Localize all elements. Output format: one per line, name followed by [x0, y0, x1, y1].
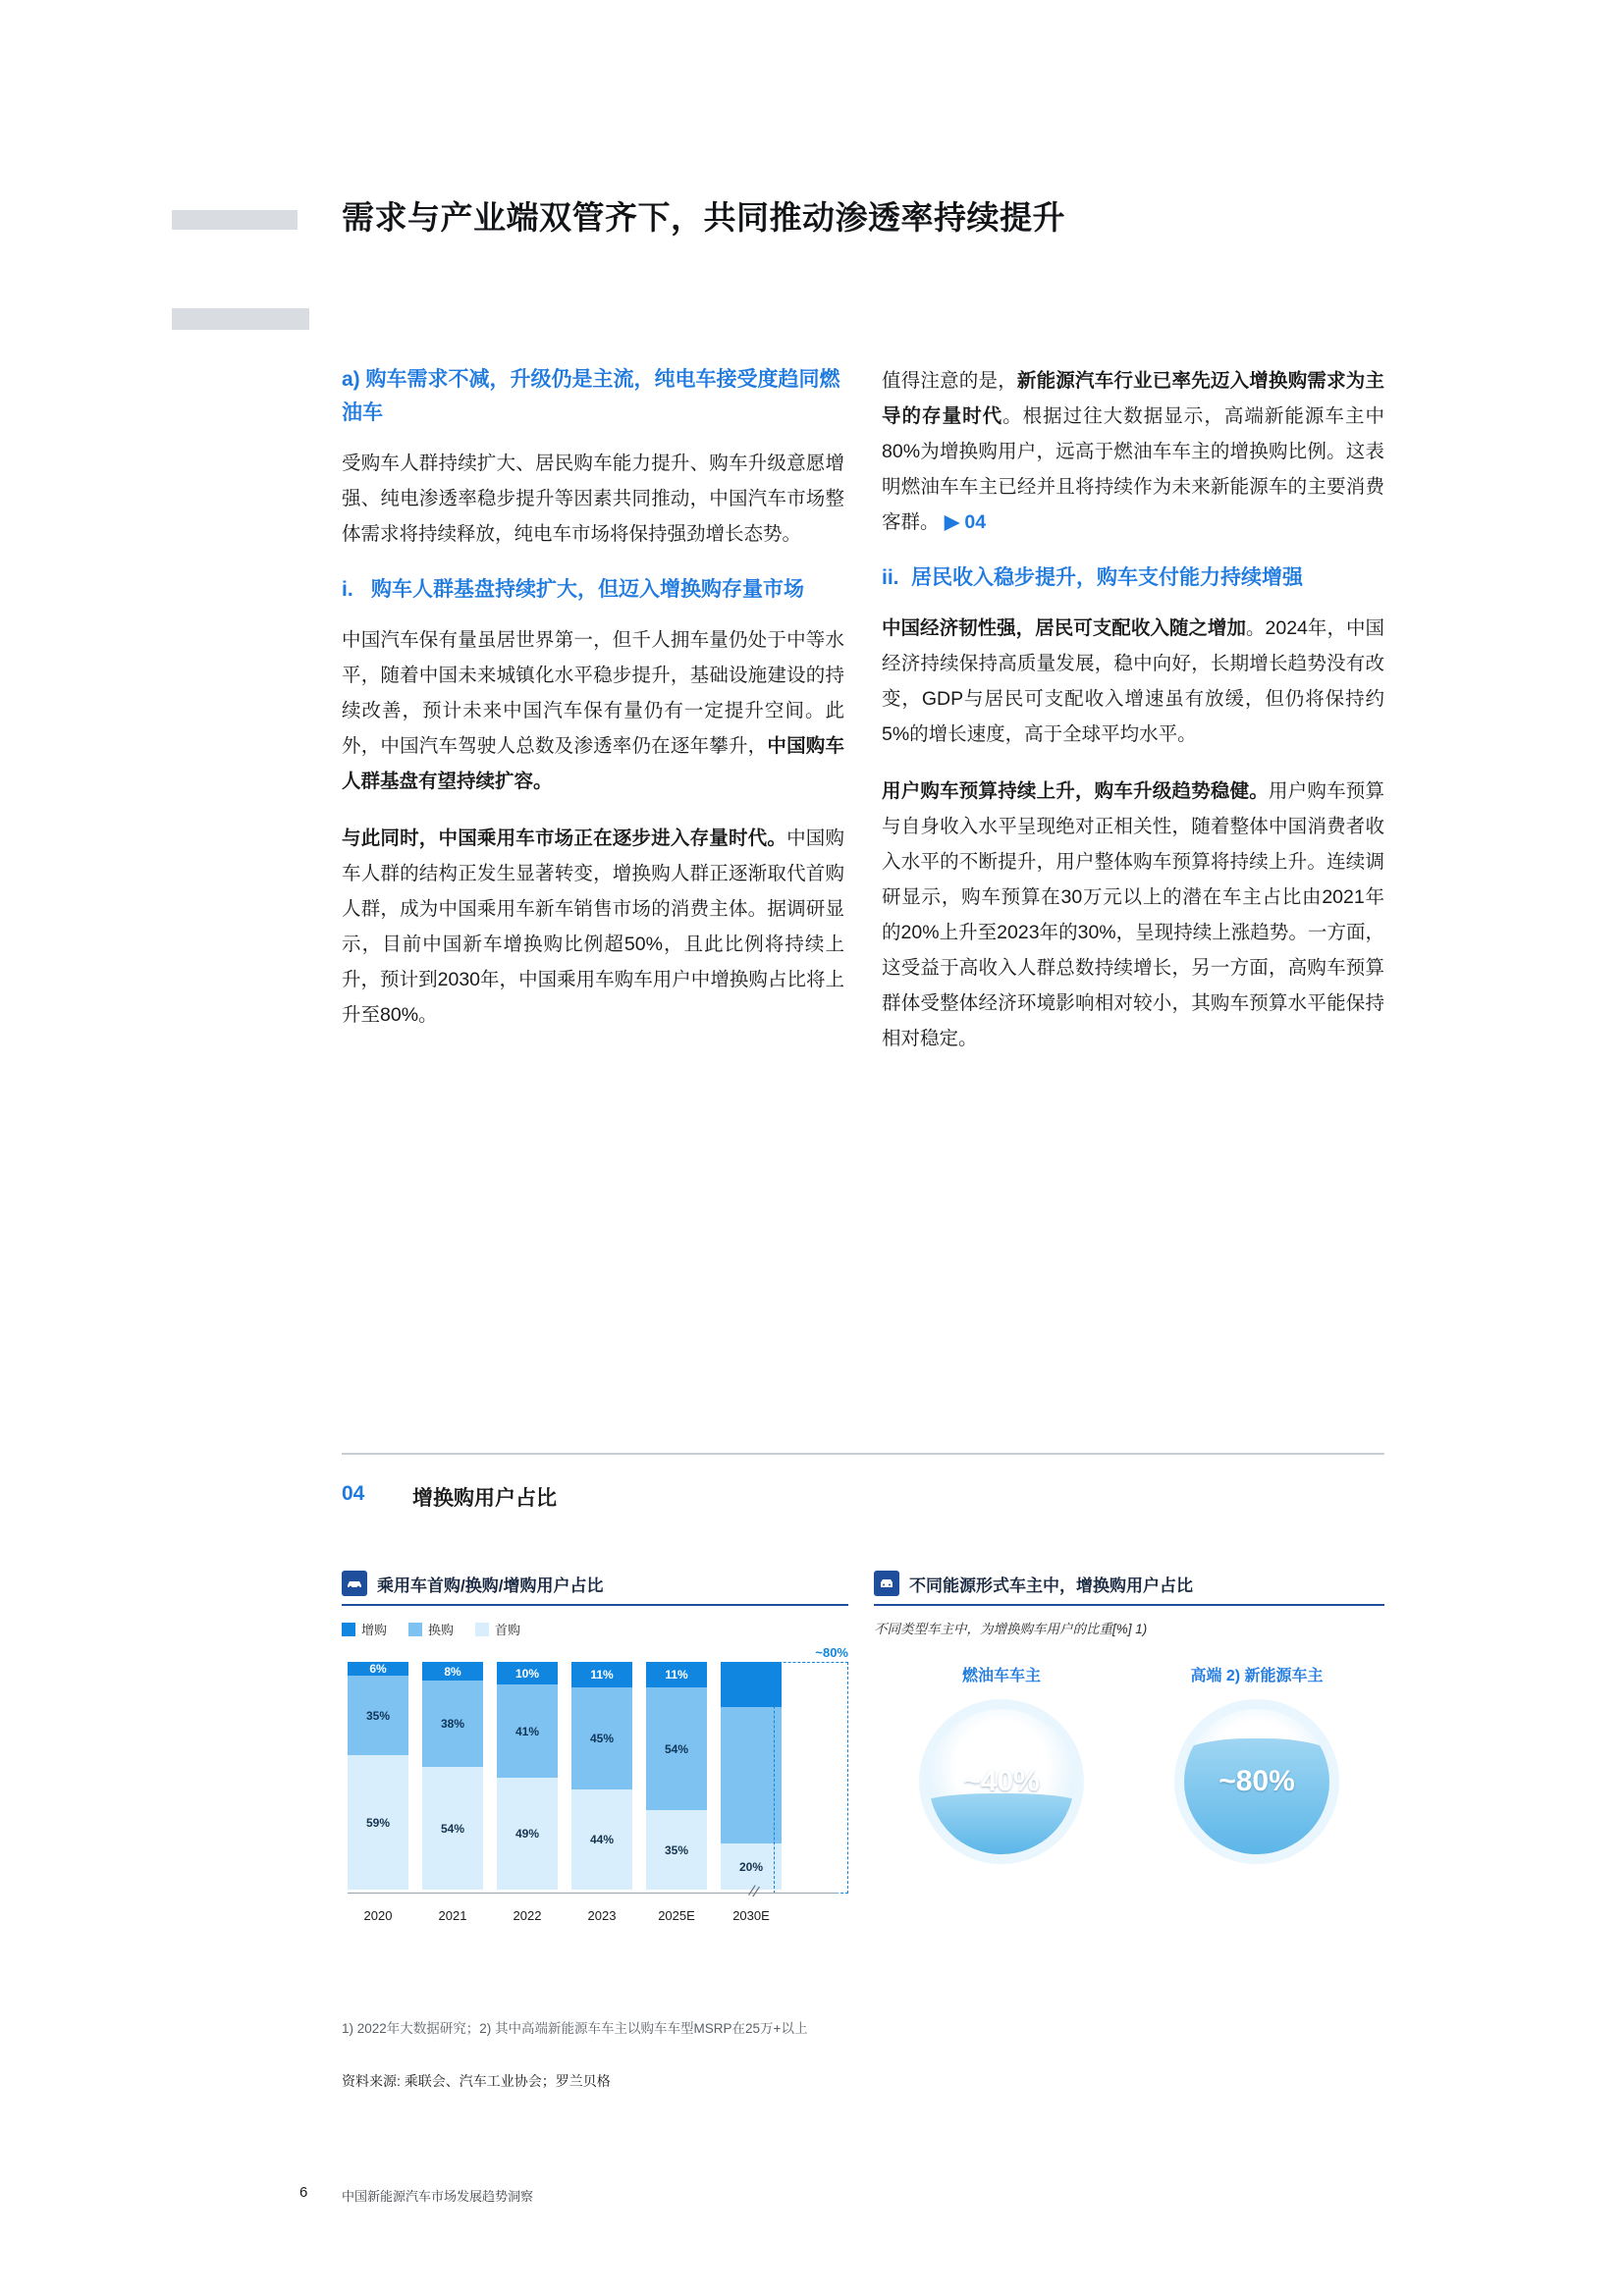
bar-2022-seg-shou: 49% [497, 1778, 558, 1890]
bar-2020-seg-shou: 59% [348, 1755, 408, 1890]
heading-ii-text: 居民收入稳步提升，购车支付能力持续增强 [911, 566, 1303, 589]
donut-chart-nev [1174, 1699, 1339, 1864]
exhibit-number: 04 [342, 1482, 365, 1505]
panel-left-title: 乘用车首购/换购/增购用户占比 [377, 1575, 604, 1595]
left-column [342, 363, 844, 1054]
chart-bars [348, 1662, 839, 1890]
paragraph-i2-text: 中国购车人群的结构正发生显著转变，增换购人群正逐渐取代首购人群，成为中国乘用车新车销售市场的消费主体。据调研显示，目前中国新车增换购比例超50%，且此比例将持续上升，预计到2030年，中国乘用车购车用户中增换购占比将上升至80%。 [342, 828, 844, 1026]
bar-2023-seg-zeng: 11% [571, 1662, 632, 1687]
exhibit-footnote: 1) 2022年大数据研究；2) 其中高端新能源车车主以购车车型MSRP在25万+以上 [342, 2021, 808, 2036]
bar-2021-seg-shou: 54% [422, 1767, 483, 1890]
bar-2020 [348, 1662, 408, 1890]
stacked-bar-chart [342, 1645, 848, 1923]
bar-2022-seg-zeng: 10% [497, 1662, 558, 1684]
panel-left-header [342, 1571, 848, 1606]
heading-i-marker: i. [342, 578, 353, 601]
donut-value-nev: ~80% [1218, 1765, 1295, 1797]
legend-label-0: 增购 [361, 1623, 388, 1637]
paragraph-i1 [342, 622, 844, 799]
bar-2030E-seg-shou: 20% [721, 1843, 782, 1890]
bar-2025E-seg-huan: 54% [646, 1687, 707, 1810]
paragraph-r3-text: 用户购车预算与自身收入水平呈现绝对正相关性，随着整体中国消费者收入水平的不断提升，用户整体购车预算将持续上升。连续调研显示，购车预算在30万元以上的潜在车主占比由2021年的20%上升至2023年的30%，呈现持续上涨趋势。一方面，这受益于高收入人群总数持续增长，另一方面，高购车预算群体受整体经济环境影响相对较小，其购车预算水平能保持相对稳定。 [882, 780, 1384, 1049]
paragraph-r2-text: 。2024年，中国经济持续保持高质量发展，稳中向好，长期增长趋势没有改变，GDP与居民可支配收入增速虽有放缓，但仍将保持约5%的增长速度，高于全球平均水平。 [882, 617, 1384, 745]
bar-2020-seg-zeng: 6% [348, 1662, 408, 1676]
exhibit-divider [342, 1453, 1384, 1455]
heading-ii [882, 561, 1384, 595]
heading-i-text: 购车人群基盘持续扩大，但迈入增换购存量市场 [371, 578, 804, 601]
bar-2022-seg-huan: 41% [497, 1684, 558, 1778]
paragraph-r1 [882, 363, 1384, 540]
legend-label-2: 首购 [495, 1623, 521, 1637]
decoration-bar-second [172, 308, 309, 330]
paragraph-r1-lead: 值得注意的是， [882, 370, 1017, 392]
exhibit-title: 增换购用户占比 [412, 1487, 557, 1510]
paragraph-r1-bold: 新能源汽车行业已率先迈入增换购需求为主导的 [882, 370, 1384, 427]
bar-2030E [721, 1662, 782, 1890]
donut-fill-fuel [919, 1793, 1084, 1854]
paragraph-r3 [882, 774, 1384, 1056]
bar-2025E-seg-shou: 35% [646, 1810, 707, 1890]
exhibit-panel-right [874, 1571, 1384, 1983]
paragraph-a1: 受购车人群持续扩大、居民购车能力提升、购车升级意愿增强、纯电渗透率稳步提升等因素共同推动，中国汽车市场整体需求将持续释放，纯电车市场将保持强劲增长态势。 [342, 453, 844, 545]
heading-i [342, 573, 844, 607]
bar-2023-seg-shou: 44% [571, 1789, 632, 1890]
heading-ii-marker: ii. [882, 566, 899, 589]
donut-label-fuel: 燃油车车主 [961, 1668, 1041, 1684]
x-label-2: 2022 [513, 1908, 542, 1923]
chart-legend [342, 1620, 848, 1638]
legend-item-2 [475, 1620, 520, 1638]
exhibit-panel-left [342, 1571, 848, 1983]
bar-2022 [497, 1662, 558, 1890]
bar-2021 [422, 1662, 483, 1890]
paragraph-i1-bold: 中国购车人群基盘有望持续扩容。 [342, 735, 844, 792]
paragraph-r2-bold: 中国经济韧性强，居民可支配收入随之增加 [882, 617, 1246, 639]
exhibit-reference-04[interactable]: ▶ 04 [944, 511, 987, 533]
bar-2023-seg-huan: 45% [571, 1687, 632, 1789]
chart-x-labels [348, 1908, 839, 1923]
legend-label-1: 换购 [428, 1623, 455, 1637]
bar-2023 [571, 1662, 632, 1890]
page-title: 需求与产业端双管齐下，共同推动渗透率持续提升 [342, 199, 1065, 236]
bar-2030E-seg-huan [721, 1707, 782, 1843]
footer-page-number: 6 [299, 2184, 308, 2201]
donut-chart-fuel [919, 1699, 1084, 1864]
chart-annotation-80: ~80% [815, 1645, 848, 1660]
bar-2020-seg-huan: 35% [348, 1676, 408, 1755]
donut-value-fuel: ~40% [963, 1765, 1040, 1797]
bar-2025E-seg-zeng: 11% [646, 1662, 707, 1687]
panel-right-title: 不同能源形式车主中，增换购用户占比 [909, 1575, 1193, 1595]
legend-item-0 [342, 1620, 387, 1638]
footer-text: 中国新能源汽车市场发展趋势洞察 [342, 2189, 534, 2204]
x-label-4: 2025E [658, 1908, 695, 1923]
paragraph-r1-bold2: 存量时代 [922, 405, 1003, 427]
legend-swatch-2 [475, 1623, 489, 1636]
exhibit-source: 资料来源: 乘联会、汽车工业协会；罗兰贝格 [342, 2073, 611, 2089]
right-column [882, 363, 1384, 1078]
x-label-3: 2023 [587, 1908, 617, 1923]
bar-2021-seg-huan: 38% [422, 1681, 483, 1767]
legend-swatch-0 [342, 1623, 355, 1636]
bar-2021-seg-zeng: 8% [422, 1662, 483, 1681]
heading-a: a) 购车需求不减，升级仍是主流，纯电车接受度趋同燃油车 [342, 368, 840, 424]
chart-x-axis [348, 1893, 839, 1894]
donut-item-fuel [889, 1663, 1114, 1864]
paragraph-i2 [342, 821, 844, 1033]
legend-item-1 [408, 1620, 454, 1638]
axis-break-marker: // [746, 1883, 761, 1901]
donut-item-nev [1144, 1663, 1370, 1864]
x-label-0: 2020 [363, 1908, 393, 1923]
paragraph-i2-bold: 与此同时，中国乘用车市场正在逐步进入存量时代。 [342, 828, 787, 849]
decoration-bar-top [172, 210, 298, 230]
paragraph-r2 [882, 611, 1384, 752]
paragraph-i1-text: 中国汽车保有量虽居世界第一，但千人拥车量仍处于中等水平，随着中国未来城镇化水平稳步提升，基础设施建设的持续改善，预计未来中国汽车保有量仍有一定提升空间。此外，中国汽车驾驶人总数及渗透率仍在逐年攀升， [342, 629, 844, 757]
car-front-icon [874, 1571, 899, 1596]
donut-group [874, 1663, 1384, 1864]
panel-right-subnote: 不同类型车主中，为增换购车用户的比重[%] 1) [874, 1622, 1148, 1636]
panel-right-header [874, 1571, 1384, 1606]
paragraph-r3-bold: 用户购车预算持续上升，购车升级趋势稳健。 [882, 780, 1269, 802]
paragraph-r1-text: 。根据过往大数据显示，高端新能源车主中80%为增换购用户，远高于燃油车车主的增换购比例。这表明燃油车车主已经并且将持续作为未来新能源车的主要消费客群。 [882, 405, 1384, 533]
bar-2030E-seg-zeng [721, 1662, 782, 1707]
bar-2025E [646, 1662, 707, 1890]
x-label-5: 2030E [732, 1908, 770, 1923]
donut-label-nev: 高端 2) 新能源车主 [1190, 1668, 1324, 1684]
legend-swatch-1 [408, 1623, 422, 1636]
x-label-1: 2021 [438, 1908, 467, 1923]
car-icon [342, 1571, 367, 1596]
